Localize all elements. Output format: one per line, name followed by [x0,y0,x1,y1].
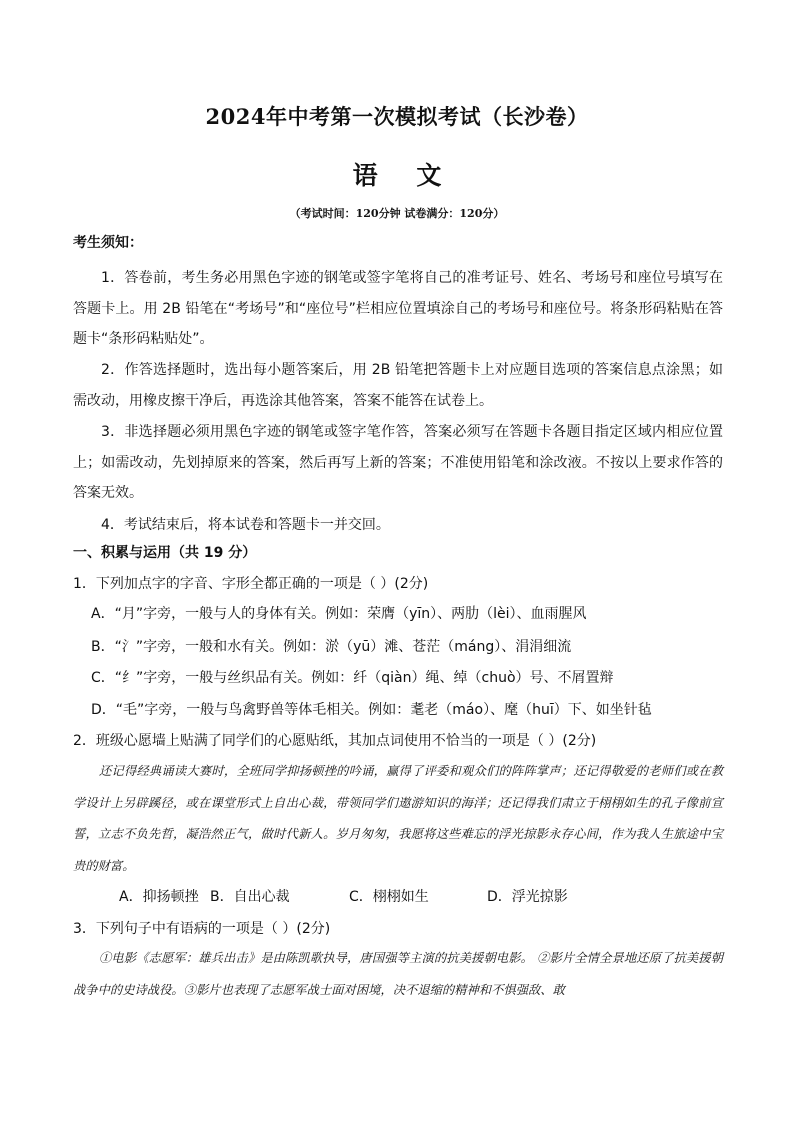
notice-item-4: 4．考试结束后，将本试卷和答题卡一并交回。 [101,517,390,533]
question-1-option-d: D．“毛”字旁，一般与鸟禽野兽等体毛相关。例如：耄老（máo）、麾（huī）下、如坐针毡 [91,702,652,718]
exam-meta: （考试时间：120分钟 试卷满分：120分） [289,207,505,220]
notice-item-2: 2．作答选择题时，选出每小题答案后，用 2B 铅笔把答题卡上对应题目选项的答案信息点涂黑；如需改动，用橡皮擦干净后，再选涂其他答案，答案不能答在试卷上。 [73,362,723,409]
section-heading: 一、积累与运用（共 19 分） [73,545,257,561]
question-2-option-a: A．抑扬顿挫 [119,889,199,905]
question-2-option-d: D．浮光掠影 [487,889,568,905]
question-1-stem: 1．下列加点字的字音、字形全都正确的一项是（ ）(2分) [73,576,429,592]
question-3-stem: 3．下列句子中有语病的一项是（ ）(2分) [73,921,331,937]
question-2-stem: 2．班级心愿墙上贴满了同学们的心愿贴纸，其加点词使用不恰当的一项是（ ）(2分) [73,733,597,749]
question-1-option-a: A．“月”字旁，一般与人的身体有关。例如：荣膺（yīn）、两肋（lèi）、血雨腥风 [91,606,587,622]
notice-item-3: 3．非选择题必须用黑色字迹的钢笔或签字笔作答，答案必须写在答题卡各题目指定区域内相应位置上；如需改动，先划掉原来的答案，然后再写上新的答案；不准使用铅笔和涂改液。不按以上要求作答的答案无效。 [73,424,723,501]
notice-heading: 考生须知： [73,235,143,251]
question-3-passage: ①电影《志愿军：雄兵出击》是由陈凯歌执导，唐国强等主演的抗美援朝电影。 ②影片全情全景地还原了抗美援朝战争中的史诗战役。③影片也表现了志愿军战士面对困境，决不退缩的精神和不惧强敌、敢 [73,951,723,997]
question-2-option-b: B．自出心裁 [210,889,290,905]
subject-title: 语 文 [352,161,442,190]
exam-title: 2024年中考第一次模拟考试（长沙卷） [205,104,589,129]
notice-item-1: 1．答卷前，考生务必用黑色字迹的钢笔或签字笔将自己的准考证号、姓名、考场号和座位号填写在答题卡上。用 2B 铅笔在“考场号”和“座位号”栏相应位置填涂自己的考场号和座位号。将条形码粘贴在答题卡“条形码粘贴处”。 [73,270,723,347]
question-2-passage: 还记得经典诵读大赛时，全班同学抑扬顿挫的吟诵，赢得了评委和观众们的阵阵掌声；还记得敬爱的老师们或在教学设计上另辟蹊径，或在课堂形式上自出心裁，带领同学们遨游知识的海洋；还记得我们肃立于栩栩如生的孔子像前宣誓，立志不负先哲，凝浩然正气，做时代新人。岁月匆匆，我愿将这些难忘的浮光掠影永存心间，作为我人生旅途中宝贵的财富。 [73,764,723,873]
question-1-option-c: C．“纟”字旁，一般与丝织品有关。例如：纤（qiàn）绳、绰（chuò）号、不屑置辩 [91,670,614,686]
question-1-option-b: B．“氵”字旁，一般和水有关。例如：淤（yū）滩、苍茫（máng）、涓涓细流 [91,639,572,655]
question-2-option-c: C．栩栩如生 [349,889,429,905]
